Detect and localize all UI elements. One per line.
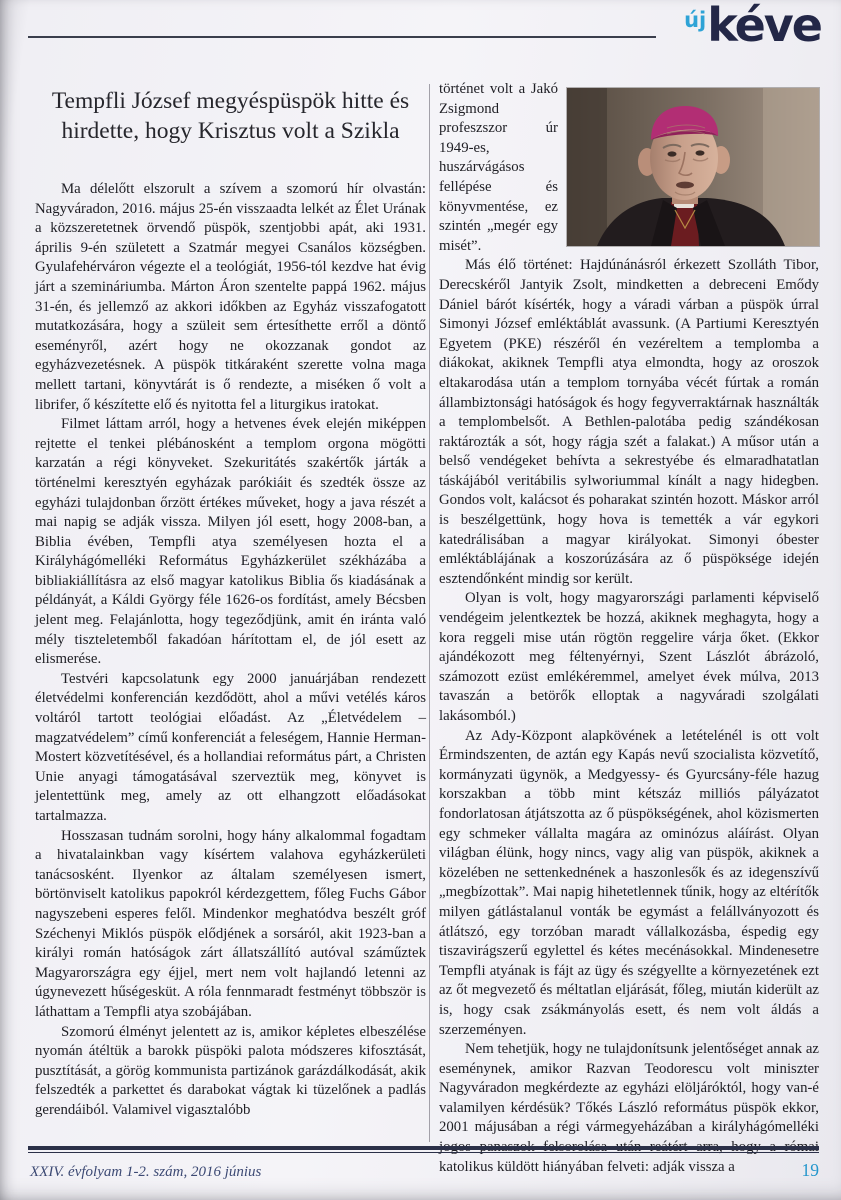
magazine-logo — [684, 0, 821, 52]
page-number: 19 — [801, 1160, 819, 1180]
logo-prefix: új — [684, 8, 707, 32]
left-column — [35, 86, 426, 1121]
paragraph: történet volt a Jakó Zsigmond profeszszor úr 1949-es, huszárvágásos fellépése és könyvmentése, ez szintén „megér egy misét”. — [439, 81, 558, 254]
paragraph: Az Ady-Központ alapkövének a letételénél is ott volt Érmindszenten, de aztán egy Kapás nevű szocialista közvetítő, kormányzati ügynök, a Medgyessy- és Gyurcsány-féle hazug korszakban a több mint kétszáz milliós pályázatot fondorlatosan átjátszotta az ő püspökségének, ahol közismerten egy schmeker vállalta magára az ominózus aláírást. Olyan világban élünk, hogy nincs, vagy alig van püspök, akiknek a közelében ne settenkednének a haszonlesők és az idegenszívű „megbízottak”. Mai napig hihetetlennek tűnik, hogy az eltérítők milyen gátlástalanul vonták be egymást a felállványozott és átlátszó, egy torzóban maradt vállalkozásba, éspedig egy tiszavirágszerű egylettel és kétes mecénásokkal. Mindenesetre Tempfli atyának is fájt az ügy és szégyellte a környezetének ezt az őt megvezető és méltatlan eljárását, főleg, miután kiderült az is, hogy csak zsákmányolás esett, és nem volt áldás a szerzeményen. — [439, 727, 819, 1038]
paragraph: Hosszasan tudnám sorolni, hogy hány alkalommal fogadtam a hivatalainkban vagy kísértem valahova egyházkerületi tanácsosként. Ilyenkor az általam személyesen ismert, börtönviselt katolikus papokról kérdezgettem, főleg Fuchs Gábor nagyszebeni esperes felől. Mindenkor meghatódva beszélt gróf Széchenyi Miklós püspök elődjének a sorsáról, akit 1923-ban a királyi román hatóságok zárt állatszállító autóval száműztek Magyarországra egy éjjel, mert nem volt hajlandó letenni az úgynevezett hűségesküt. A róla fennmaradt festményt többször is láthattam a Tempfli atya szobájában. — [35, 827, 426, 1020]
bishop-portrait-illustration — [567, 88, 819, 246]
footer — [30, 1160, 819, 1181]
paragraph: Ma délelőtt elszorult a szívem a szomorú hír olvastán: Nagyváradon, 2016. május 25-én visszaadta lelkét az Élet Urának a közszeretetnek örvendő püspök, szentjobbi apát, aki 1931. április 9-én született a Szatmár megyei Csanálos községben. Gyulafehérváron végezte el a teológiát, 1956-tól kezdve hat évig járt a szemináriumba. Márton Áron szentelte pappá 1962. május 31-én, és jellemző az akkori időkben az Egyház visszafogatott mutatkozására, hogy a szüleit sem értesíthette erről a döntő eseményről, azért hogy ne okozzanak gondot az egyházvezetésnek. A püspök titkáraként szerette volna maga mellett tartani, könyvtárát is ő rendezte, a miséken ő volt a librifer, ő készítette elő és nyitotta fel a liturgikus iratokat. — [35, 181, 426, 413]
title-line-1: Tempfli József megyéspüspök hitte és — [51, 88, 410, 114]
paragraph: Más élő történet: Hajdúnánásról érkezett Szolláth Tibor, Derecskéről Jantyik Zsolt, mindketten a debreceni Emődy Dániel bárót kísérték, hogy a váradi várban a püspök úrral Simonyi József emléktáblát avassunk. (A Partiumi Keresztyén Egyetem (PKE) részéről én vezéreltem a templomba a diákokat, akiknek Tempfli atya elmondta, hogy az oroszok eltakarodása után a templom tornyába vécét fúrtak a román állambiztonsági hatóságok és hogy fegyverraktárnak használták a templombelsőt. A Bethlen-palotába pedig szándékosan raktározták a sót, hogy rágja szét a falakat.) A műsor után a belső vendégeket behívta a sekrestyébe és elmaradhatatlan táskájából veritábilis sylworiummal kínált a nagy hidegben. Gondos volt, kalácsot és poharakat szintén hozott. Máskor arról is beszélgettünk, hogy hova is temették a vár egykori katedrálisában a magyar királyokat. Simonyi óbester emléktáblájának a koszorúzására az ő püspöksége idején esztendőnként mindig sor került. — [439, 257, 819, 587]
paragraph: Olyan is volt, hogy magyarországi parlamenti képviselő vendégeim jelentkeztek be hozzá, akiknek meghagyta, hogy a kora reggeli mise után rögtön reggelire várja őket. (Ekkor ajándékozott meg féltenyérnyi, Szent Lászlót ábrázoló, számozott ezüst emlékéremmel, amelyet évek múlva, 2013 tavaszán a betörők elloptak a nagyváradi szolgálati lakásomból.) — [439, 590, 819, 724]
paragraph: Testvéri kapcsolatunk egy 2000 januárjában rendezett életvédelmi konferencián kezdődött, ahol a művi vetélés káros voltáról tartott teológiai előadást. Az „Életvédelem – magzatvédelem” című konferenciát a feleségem, Hannie Herman-Mostert közvetítésével, és a hollandiai református párt, a Christen Unie anyagi támogatásával szerveztük meg, könyvet is jelentettünk meg, amely az ott elhangzott előadásokat tartalmazza. — [35, 670, 426, 824]
paragraph: Nem tehetjük, hogy ne tulajdonítsunk jelentőséget annak az eseménynek, amikor Razvan Teodorescu volt miniszter Nagyváradon megkérdezte az egyházi elöljáróktól, hogy van-é valamilyen kérdésük? Tőkés László református püspök ekkor, 2001 májusában a régi vármegyeházában a királyhágómelléki jogos panaszok felsorolása után reátért arra, hogy a római katolikus küldött hiányában felveti: adják vissza a — [439, 1041, 819, 1175]
right-column — [439, 80, 819, 1177]
footer-rule — [28, 1146, 819, 1153]
column-divider — [429, 84, 430, 1142]
title-line-2: hirdette, hogy Krisztus volt a Szikla — [61, 118, 400, 144]
header-rule — [28, 36, 656, 38]
bishop-photo — [567, 88, 819, 246]
paragraph: Szomorú élményt jelentett az is, amikor képletes elbeszélése nyomán átéltük a barokk püspöki palota módszeres kifosztását, pusztítását, a görög kommunista partizánok garázdálkodását, akik felszedték a parkettet és darabokat vágtak ki tüzelőnek a padlás gerendáiból. Valamivel vigasztalóbb — [35, 1023, 426, 1118]
logo-main: kéve — [707, 0, 821, 52]
issue-info: XXIV. évfolyam 1-2. szám, 2016 június — [30, 1164, 262, 1180]
paragraph: Filmet láttam arról, hogy a hetvenes évek elején miképpen rejtette el tenkei plébánosként a templom orgona mögötti karzatán a régi könyveket. Szekuritátés szakértők járták a történelmi keresztyén egyházak parókiáit és szedték össze az egyházi tulajdonban őrzött értékes műveket, hogy a java részét a mai napig se adják vissza. Milyen jól esett, hogy 2008-ban, a Biblia évében, Tempfli atya személyesen hozta el a Királyhágómelléki Református Egyházkerület székházába a bibliakiállításra az első magyar katolikus Biblia ős kiadásának a példányát, a Káldi György féle 1626-os fordítást, amely Bécsben jelent meg. Felajánlotta, hogy tegeződjünk, amit én iránta való mély tiszteletemből fakadóan hárítottam el, de jól esett az elismerése. — [35, 416, 426, 668]
article-title — [35, 86, 426, 146]
